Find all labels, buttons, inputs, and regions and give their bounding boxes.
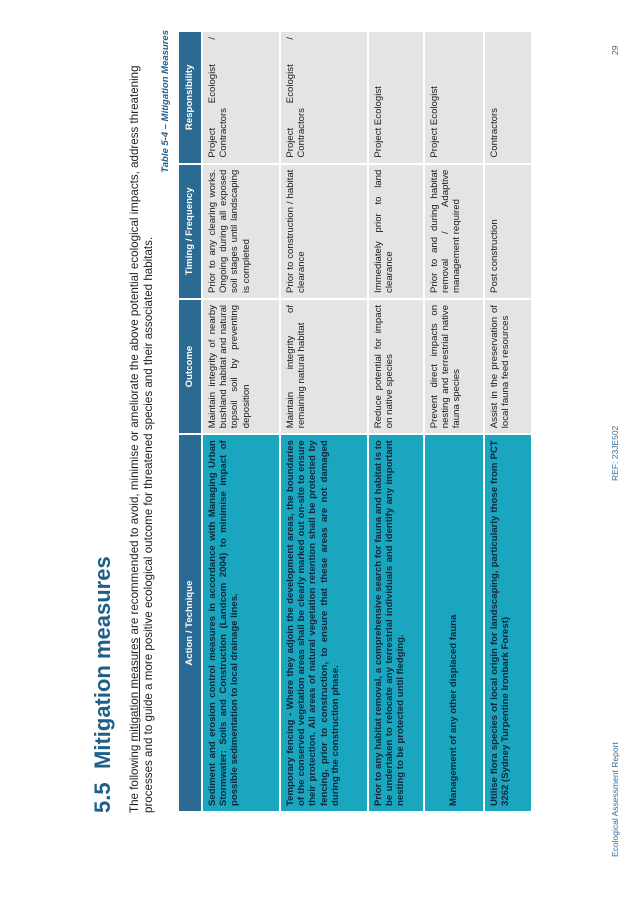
action-cell: Management of any other displaced fauna	[424, 434, 484, 812]
timing-cell: Prior to any clearing works. Ongoing during all exposed soil stages until landscaping is completed	[202, 164, 280, 299]
outcome-cell: Assist in the preservation of local fauna feed resources	[484, 299, 532, 434]
header-action: Action / Technique	[178, 434, 202, 812]
header-outcome: Outcome	[178, 299, 202, 434]
table-caption: Table 5-4 – Mitigation Measures	[160, 30, 171, 173]
timing-cell: Prior to and during habitat removal / Adaptive management required	[424, 164, 484, 299]
section-title: Mitigation measures	[90, 556, 115, 769]
header-responsibility: Responsibility	[178, 31, 202, 164]
table-row	[424, 31, 484, 812]
outcome-cell: Maintain integrity of nearby bushland habitat and natural topsoil soil by preventing deposition	[202, 299, 280, 434]
mitigation-table	[177, 30, 533, 813]
responsibility-cell: Project Ecologist	[424, 31, 484, 164]
footer-reference: REF: 23JE502	[610, 425, 620, 481]
footer-report-title: Ecological Assessment Report	[610, 742, 620, 857]
table-header-row	[178, 31, 202, 812]
action-cell: Prior to any habitat removal, a comprehensive search for fauna and habitat is to be undertaken to relocate any terrestrial individuals and identify any important nesting to be protected until fledging.	[368, 434, 424, 812]
table-row	[202, 31, 280, 812]
timing-cell: Post construction	[484, 164, 532, 299]
action-cell: Temporary fencing - Where they adjoin the development areas, the boundaries of the conserved vegetation areas shall be clearly marked out on-site to ensure their protection. All areas of natural vegetation retention shall be protected by fencing, prior to construction, to ensure that these areas are not damaged during the construction phase.	[280, 434, 368, 812]
table-row	[484, 31, 532, 812]
timing-cell: Immediately prior to land clearance	[368, 164, 424, 299]
action-cell: Utilise flora species of local origin for landscaping, particularly those from PCT 3262 (Sydney Turpentine Ironbark Forest)	[484, 434, 532, 812]
outcome-cell: Reduce potential for impact on native species	[368, 299, 424, 434]
responsibility-cell: Project Ecologist / Contractors	[280, 31, 368, 164]
section-heading	[90, 556, 116, 813]
intro-paragraph: The following mitigation measures are recommended to avoid, minimise or ameliorate the above potential ecological impacts, address threatening processes and to guide a more positive ecological outcome for threatened species and their associated habitats.	[128, 65, 155, 813]
action-cell: Sediment and erosion control measures in accordance with Managing Urban Stormwater: Soils and Construction (Landcom 2004) to minimise impact of possible sedimentation to local drainage lines.	[202, 434, 280, 812]
responsibility-cell: Contractors	[484, 31, 532, 164]
section-number: 5.5	[90, 782, 115, 813]
header-timing: Timing / Frequency	[178, 164, 202, 299]
mitigation-measures-link[interactable]: mitigation measures	[128, 637, 141, 742]
table-row	[368, 31, 424, 812]
outcome-cell: Maintain integrity of remaining natural habitat	[280, 299, 368, 434]
responsibility-cell: Project Ecologist	[368, 31, 424, 164]
footer-page-number: 29	[610, 45, 620, 55]
timing-cell: Prior to construction / habitat clearance	[280, 164, 368, 299]
table-row	[280, 31, 368, 812]
responsibility-cell: Project Ecologist / Contractors	[202, 31, 280, 164]
outcome-cell: Prevent direct impacts on nesting and terrestrial native fauna species	[424, 299, 484, 434]
